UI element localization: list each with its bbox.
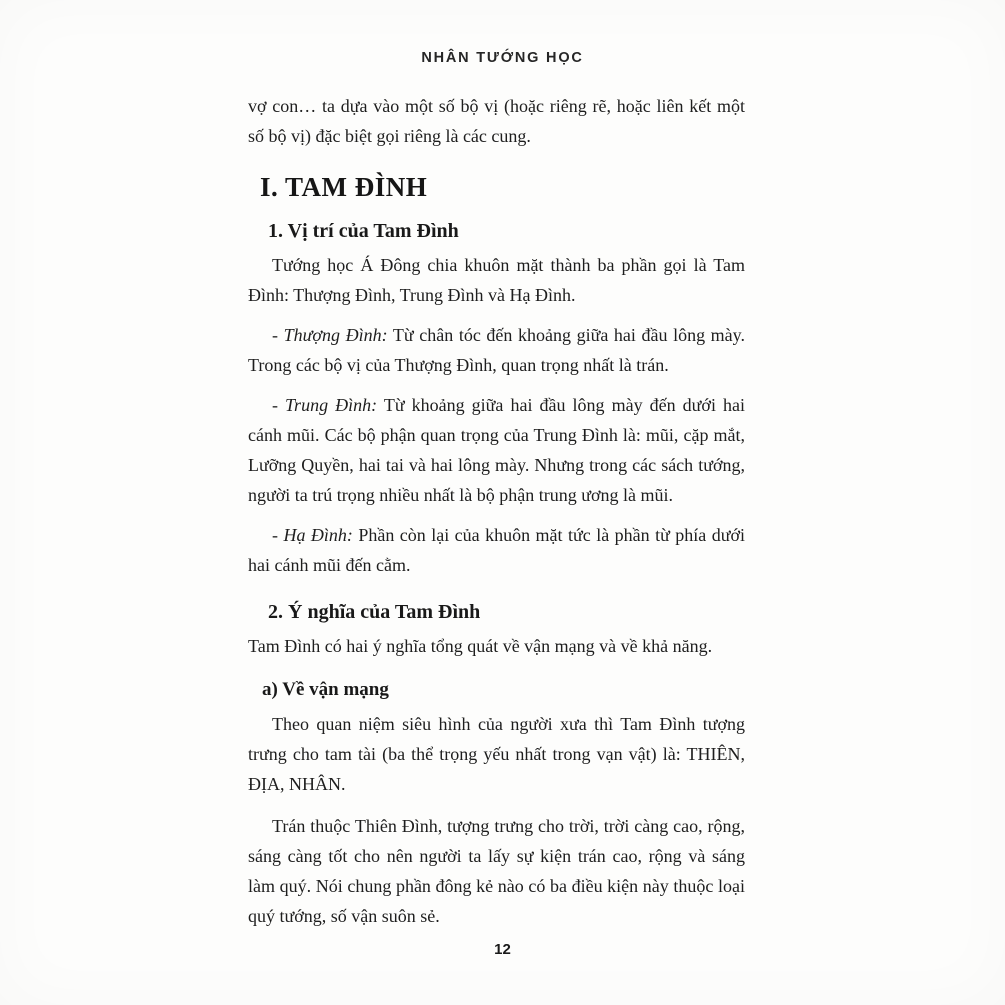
sub2-paragraph: Tam Đình có hai ý nghĩa tổng quát về vận mạng và về khả năng.	[248, 636, 713, 656]
sub2a-paragraph-1: Theo quan niệm siêu hình của người xưa thì Tam Đình tượng trưng cho tam tài (ba thể trọng yếu nhất trong vạn vật) là: THIÊN, ĐỊA, NHÂN.	[248, 714, 745, 794]
definition-thuong-dinh	[248, 320, 745, 380]
definition-term: - Trung Đình:	[272, 395, 378, 415]
running-header: NHÂN TƯỚNG HỌC	[421, 50, 584, 66]
definition-text: Phần còn lại của khuôn mặt tức là phần từ phía dưới hai cánh mũi đến cằm.	[248, 525, 745, 575]
definition-text: Từ chân tóc đến khoảng giữa hai đầu lông mày. Trong các bộ vị của Thượng Đình, quan trọng nhất là trán.	[248, 325, 745, 375]
subsection-heading-2a: a) Về vận mạng	[262, 679, 389, 700]
subsection-heading-2: 2. Ý nghĩa của Tam Đình	[268, 601, 481, 623]
definition-text: Từ khoảng giữa hai đầu lông mày đến dưới hai cánh mũi. Các bộ phận quan trọng của Trung Đình là: mũi, cặp mắt, Lưỡng Quyền, hai tai và hai lông mày. Nhưng trong các sách tướng, người ta trú trọng nhiều nhất là bộ phận trung ương là mũi.	[248, 395, 745, 505]
section-heading: I. TAM ĐÌNH	[260, 172, 428, 202]
sub2a-paragraph-2: Trán thuộc Thiên Đình, tượng trưng cho trời, trời càng cao, rộng, sáng càng tốt cho nên người ta lấy sự kiện trán cao, rộng và sáng làm quý. Nói chung phần đông kẻ nào có ba điều kiện này thuộc loại quý tướng, số vận suôn sẻ.	[248, 816, 745, 926]
page-number: 12	[494, 941, 511, 958]
definition-trung-dinh	[248, 390, 745, 510]
sub1-paragraph: Tướng học Á Đông chia khuôn mặt thành ba phần gọi là Tam Đình: Thượng Đình, Trung Đình và Hạ Đình.	[248, 255, 745, 305]
definition-term: - Thượng Đình:	[272, 325, 388, 345]
definition-term: - Hạ Đình:	[272, 525, 353, 545]
subsection-heading-1: 1. Vị trí của Tam Đình	[268, 220, 459, 242]
definition-ha-dinh	[248, 520, 745, 580]
page-content	[248, 91, 745, 931]
intro-paragraph: vợ con… ta dựa vào một số bộ vị (hoặc riêng rẽ, hoặc liên kết một số bộ vị) đặc biệt gọi riêng là các cung.	[248, 96, 745, 146]
